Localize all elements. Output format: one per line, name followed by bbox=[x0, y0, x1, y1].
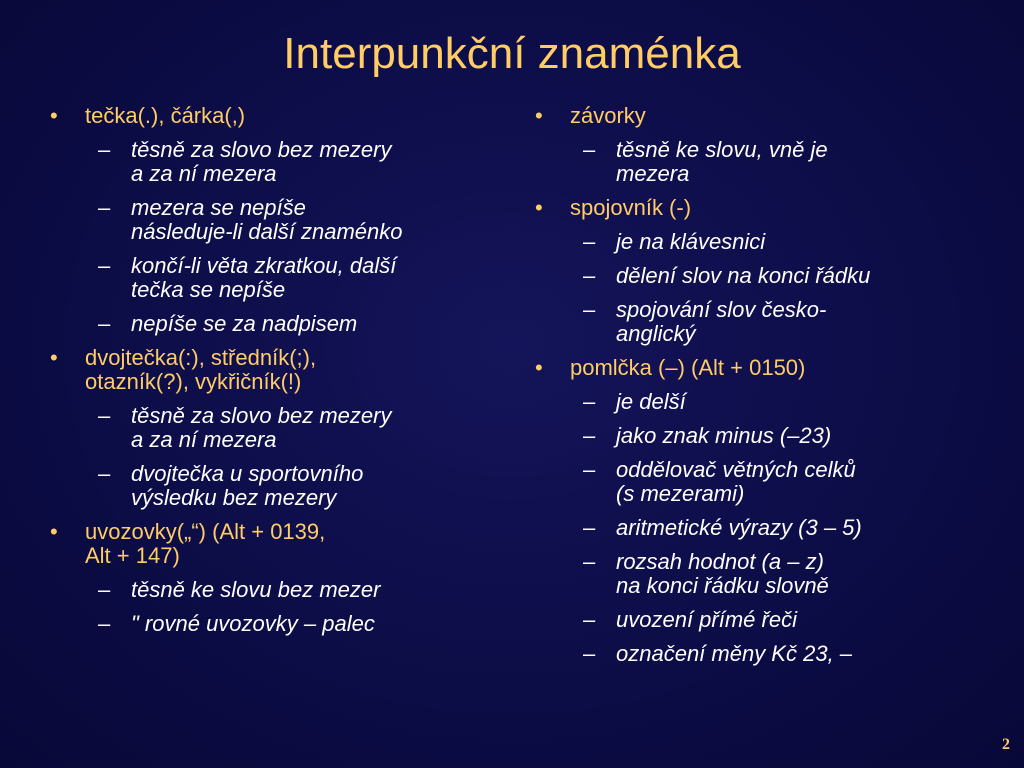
bullet-icon: • bbox=[535, 103, 543, 128]
bullet-item bbox=[50, 520, 500, 636]
sub-item-text: rozsah hodnot (a – z) na konci řádku slovně bbox=[616, 549, 829, 598]
dash-icon: – bbox=[98, 403, 111, 428]
sub-item bbox=[570, 608, 990, 632]
sub-item bbox=[85, 462, 500, 510]
dash-icon: – bbox=[583, 515, 596, 540]
sub-item-text: těsně ke slovu bez mezer bbox=[131, 577, 381, 602]
dash-icon: – bbox=[583, 297, 596, 322]
bullet-icon: • bbox=[50, 519, 58, 544]
sub-item bbox=[570, 264, 990, 288]
sub-item bbox=[570, 230, 990, 254]
dash-icon: – bbox=[98, 461, 111, 486]
sub-item bbox=[570, 642, 990, 666]
sub-item-text: jako znak minus (–23) bbox=[616, 423, 832, 448]
sub-item-text: těsně ke slovu, vně je mezera bbox=[616, 137, 828, 186]
sub-list bbox=[570, 390, 990, 666]
dash-icon: – bbox=[98, 137, 111, 162]
bullet-text: závorky bbox=[570, 103, 646, 128]
bullet-item bbox=[535, 196, 990, 346]
page-number: 2 bbox=[1002, 736, 1010, 753]
sub-item-text: těsně za slovo bez mezery a za ní mezera bbox=[131, 137, 392, 186]
bullet-text: uvozovky(„“) (Alt + 0139, Alt + 147) bbox=[85, 519, 326, 568]
bullet-icon: • bbox=[50, 103, 58, 128]
sub-list bbox=[85, 138, 500, 336]
dash-icon: – bbox=[98, 311, 111, 336]
sub-item-text: " rovné uvozovky – palec bbox=[131, 611, 375, 636]
bullet-text: tečka(.), čárka(,) bbox=[85, 103, 246, 128]
sub-item-text: označení měny Kč 23, – bbox=[616, 641, 853, 666]
left-column-list bbox=[50, 104, 500, 636]
sub-item bbox=[570, 516, 990, 540]
dash-icon: – bbox=[583, 423, 596, 448]
dash-icon: – bbox=[583, 457, 596, 482]
dash-icon: – bbox=[98, 611, 111, 636]
sub-item bbox=[85, 312, 500, 336]
sub-item-text: mezera se nepíše následuje-li další znaménko bbox=[131, 195, 403, 244]
dash-icon: – bbox=[98, 195, 111, 220]
sub-item bbox=[85, 254, 500, 302]
sub-item bbox=[570, 390, 990, 414]
sub-list bbox=[570, 138, 990, 186]
sub-item-text: je delší bbox=[616, 389, 686, 414]
sub-item bbox=[85, 138, 500, 186]
dash-icon: – bbox=[583, 263, 596, 288]
bullet-text: dvojtečka(:), středník(;), otazník(?), vykřičník(!) bbox=[85, 345, 317, 394]
sub-list bbox=[570, 230, 990, 346]
bullet-text: spojovník (-) bbox=[570, 195, 692, 220]
sub-item bbox=[85, 196, 500, 244]
sub-item-text: dělení slov na konci řádku bbox=[616, 263, 871, 288]
sub-item-text: je na klávesnici bbox=[616, 229, 766, 254]
dash-icon: – bbox=[583, 641, 596, 666]
sub-item bbox=[570, 458, 990, 506]
bullet-item bbox=[50, 104, 500, 336]
slide-title: Interpunkční znaménka bbox=[283, 29, 741, 78]
sub-list bbox=[85, 404, 500, 510]
sub-item-text: oddělovač větných celků (s mezerami) bbox=[616, 457, 856, 506]
bullet-icon: • bbox=[50, 345, 58, 370]
bullet-item bbox=[50, 346, 500, 510]
sub-item bbox=[85, 612, 500, 636]
sub-item bbox=[85, 578, 500, 602]
sub-item bbox=[570, 138, 990, 186]
sub-item-text: aritmetické výrazy (3 – 5) bbox=[616, 515, 862, 540]
bullet-icon: • bbox=[535, 195, 543, 220]
sub-list bbox=[85, 578, 500, 636]
dash-icon: – bbox=[583, 137, 596, 162]
dash-icon: – bbox=[98, 253, 111, 278]
dash-icon: – bbox=[583, 549, 596, 574]
sub-item-text: spojování slov česko- anglický bbox=[616, 297, 827, 346]
sub-item bbox=[85, 404, 500, 452]
dash-icon: – bbox=[583, 229, 596, 254]
dash-icon: – bbox=[583, 607, 596, 632]
bullet-text: pomlčka (–) (Alt + 0150) bbox=[570, 355, 806, 380]
right-column-list bbox=[535, 104, 990, 666]
dash-icon: – bbox=[98, 577, 111, 602]
bullet-item bbox=[535, 104, 990, 186]
sub-item-text: končí-li věta zkratkou, další tečka se nepíše bbox=[131, 253, 397, 302]
sub-item-text: nepíše se za nadpisem bbox=[131, 311, 358, 336]
bullet-item bbox=[535, 356, 990, 666]
bullet-icon: • bbox=[535, 355, 543, 380]
sub-item bbox=[570, 550, 990, 598]
sub-item-text: uvození přímé řeči bbox=[616, 607, 797, 632]
sub-item-text: dvojtečka u sportovního výsledku bez mezery bbox=[131, 461, 364, 510]
sub-item-text: těsně za slovo bez mezery a za ní mezera bbox=[131, 403, 392, 452]
dash-icon: – bbox=[583, 389, 596, 414]
sub-item bbox=[570, 424, 990, 448]
sub-item bbox=[570, 298, 990, 346]
